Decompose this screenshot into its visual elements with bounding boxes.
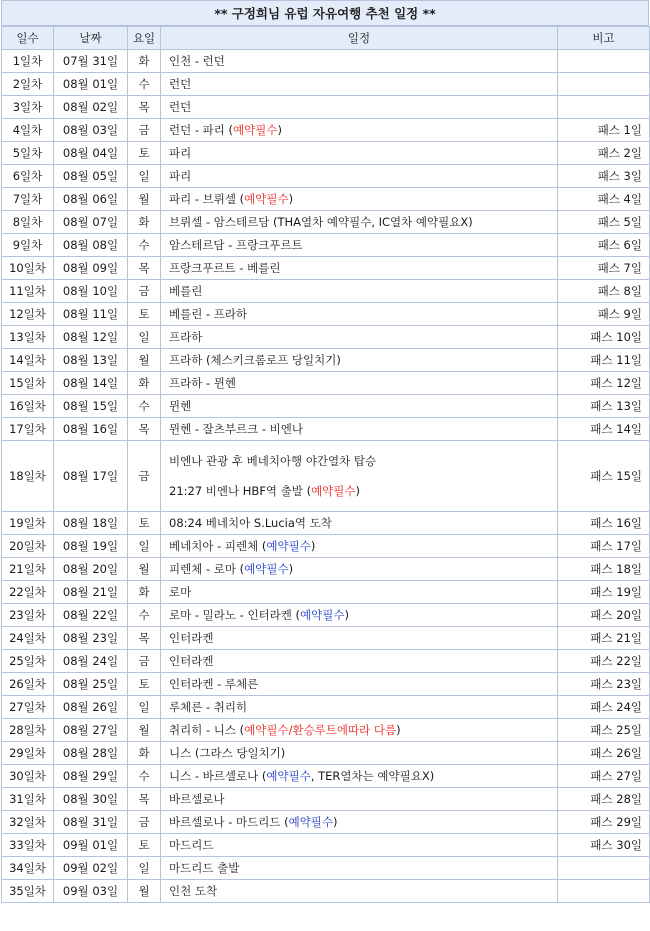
weekday-cell: 일	[128, 696, 161, 719]
header-row	[2, 27, 650, 50]
schedule-text: 프랑크푸르트 - 베를린	[169, 261, 281, 275]
schedule-cell	[161, 418, 558, 441]
weekday-cell: 수	[128, 604, 161, 627]
schedule-cell	[161, 96, 558, 119]
col-header-note: 비고	[558, 27, 650, 50]
itinerary-rows	[2, 50, 650, 903]
date-cell: 08월 13일	[54, 349, 128, 372]
weekday-cell: 목	[128, 788, 161, 811]
schedule-text: 인천 도착	[169, 884, 218, 898]
weekday-cell: 금	[128, 119, 161, 142]
date-cell: 09월 03일	[54, 880, 128, 903]
weekday-cell: 월	[128, 880, 161, 903]
note-cell: 패스 5일	[558, 211, 650, 234]
itinerary-table	[1, 26, 650, 903]
weekday-cell: 일	[128, 857, 161, 880]
table-row	[2, 788, 650, 811]
schedule-text: 파리 - 브뤼셀 (	[169, 192, 245, 206]
schedule-text: 암스테르담 - 프랑크푸르트	[169, 238, 303, 252]
schedule-text: 런던	[169, 77, 192, 91]
schedule-text: 베를린 - 프라하	[169, 307, 248, 321]
schedule-cell	[161, 673, 558, 696]
date-cell: 08월 26일	[54, 696, 128, 719]
table-row	[2, 349, 650, 372]
col-header-weekday: 요일	[128, 27, 161, 50]
weekday-cell: 목	[128, 627, 161, 650]
table-row	[2, 627, 650, 650]
note-cell: 패스 18일	[558, 558, 650, 581]
schedule-text: 프라하 - 뮌헨	[169, 376, 237, 390]
weekday-cell: 금	[128, 650, 161, 673]
day-cell: 4일차	[2, 119, 54, 142]
date-cell: 08월 19일	[54, 535, 128, 558]
schedule-cell	[161, 788, 558, 811]
table-row	[2, 142, 650, 165]
date-cell: 08월 03일	[54, 119, 128, 142]
schedule-text: 21:27 비엔나 HBF역 출발 (	[169, 484, 312, 498]
note-cell: 패스 13일	[558, 395, 650, 418]
table-row	[2, 673, 650, 696]
schedule-cell	[161, 165, 558, 188]
schedule-text: 마드리드 출발	[169, 861, 240, 875]
table-row	[2, 834, 650, 857]
schedule-cell	[161, 349, 558, 372]
schedule-cell	[161, 234, 558, 257]
day-cell: 11일차	[2, 280, 54, 303]
weekday-cell: 월	[128, 188, 161, 211]
schedule-cell	[161, 696, 558, 719]
note-cell: 패스 24일	[558, 696, 650, 719]
schedule-text: 니스 - 바르셀로나 (	[169, 769, 267, 783]
day-cell: 20일차	[2, 535, 54, 558]
date-cell: 08월 18일	[54, 512, 128, 535]
table-row	[2, 581, 650, 604]
reservation-note: 예약필수	[244, 192, 289, 206]
weekday-cell: 월	[128, 349, 161, 372]
schedule-cell	[161, 765, 558, 788]
schedule-text: 루체른 - 취리히	[169, 700, 248, 714]
day-cell: 32일차	[2, 811, 54, 834]
date-cell: 08월 09일	[54, 257, 128, 280]
schedule-text: 인터라켄	[169, 631, 214, 645]
day-cell: 3일차	[2, 96, 54, 119]
weekday-cell: 화	[128, 50, 161, 73]
day-cell: 28일차	[2, 719, 54, 742]
date-cell: 08월 24일	[54, 650, 128, 673]
schedule-text: 뮌헨 - 잘츠부르크 - 비엔나	[169, 422, 304, 436]
reservation-note: 예약필수	[311, 484, 356, 498]
schedule-text: 08:24 베네치아 S.Lucia역 도착	[169, 516, 332, 530]
weekday-cell: 수	[128, 765, 161, 788]
date-cell: 08월 29일	[54, 765, 128, 788]
weekday-cell: 수	[128, 73, 161, 96]
day-cell: 26일차	[2, 673, 54, 696]
weekday-cell: 월	[128, 719, 161, 742]
date-cell: 08월 17일	[54, 441, 128, 512]
schedule-cell	[161, 512, 558, 535]
table-row	[2, 857, 650, 880]
weekday-cell: 토	[128, 673, 161, 696]
note-cell: 패스 21일	[558, 627, 650, 650]
schedule-text: 파리	[169, 169, 192, 183]
day-cell: 18일차	[2, 441, 54, 512]
reservation-note: 예약필수	[300, 608, 345, 622]
reservation-note: 예약필수	[233, 123, 278, 137]
weekday-cell: 수	[128, 234, 161, 257]
date-cell: 08월 07일	[54, 211, 128, 234]
reservation-note: 예약필수	[266, 539, 311, 553]
day-cell: 22일차	[2, 581, 54, 604]
note-cell	[558, 96, 650, 119]
schedule-text: 바르셀로나	[169, 792, 225, 806]
reservation-note: 예약필수	[288, 815, 334, 829]
reservation-note: 예약필수	[266, 769, 311, 783]
weekday-cell: 화	[128, 211, 161, 234]
date-cell: 08월 05일	[54, 165, 128, 188]
day-cell: 23일차	[2, 604, 54, 627]
table-row	[2, 880, 650, 903]
schedule-text-after: )	[288, 192, 294, 206]
date-cell: 08월 30일	[54, 788, 128, 811]
weekday-cell: 금	[128, 441, 161, 512]
note-cell: 패스 19일	[558, 581, 650, 604]
date-cell: 08월 20일	[54, 558, 128, 581]
note-cell: 패스 6일	[558, 234, 650, 257]
schedule-cell	[161, 326, 558, 349]
schedule-text: 취리히 - 니스 (	[169, 723, 245, 737]
day-cell: 14일차	[2, 349, 54, 372]
table-row	[2, 418, 650, 441]
table-row	[2, 372, 650, 395]
schedule-cell	[161, 650, 558, 673]
day-cell: 21일차	[2, 558, 54, 581]
date-cell: 08월 04일	[54, 142, 128, 165]
day-cell: 31일차	[2, 788, 54, 811]
note-cell: 패스 16일	[558, 512, 650, 535]
note-cell: 패스 25일	[558, 719, 650, 742]
weekday-cell: 목	[128, 418, 161, 441]
schedule-text-after: )	[355, 484, 360, 498]
schedule-cell	[161, 441, 558, 512]
weekday-cell: 일	[128, 326, 161, 349]
date-cell: 08월 25일	[54, 673, 128, 696]
schedule-text: 니스 (그라스 당일치기)	[169, 746, 286, 760]
schedule-cell	[161, 742, 558, 765]
weekday-cell: 토	[128, 834, 161, 857]
date-cell: 08월 27일	[54, 719, 128, 742]
day-cell: 17일차	[2, 418, 54, 441]
table-row	[2, 604, 650, 627]
day-cell: 30일차	[2, 765, 54, 788]
schedule-cell	[161, 811, 558, 834]
table-row	[2, 73, 650, 96]
table-row	[2, 441, 650, 512]
schedule-text-after: )	[333, 815, 338, 829]
day-cell: 29일차	[2, 742, 54, 765]
note-cell: 패스 15일	[558, 441, 650, 512]
note-cell: 패스 8일	[558, 280, 650, 303]
table-row	[2, 811, 650, 834]
weekday-cell: 토	[128, 303, 161, 326]
day-cell: 5일차	[2, 142, 54, 165]
table-row	[2, 280, 650, 303]
note-cell: 패스 14일	[558, 418, 650, 441]
schedule-text: 뮌헨	[169, 399, 192, 413]
table-row	[2, 257, 650, 280]
day-cell: 2일차	[2, 73, 54, 96]
schedule-text: 베네치아 - 피렌체 (	[169, 539, 267, 553]
date-cell: 08월 22일	[54, 604, 128, 627]
schedule-cell	[161, 535, 558, 558]
date-cell: 08월 23일	[54, 627, 128, 650]
weekday-cell: 목	[128, 96, 161, 119]
table-row	[2, 211, 650, 234]
page-title: ** 구정희님 유럽 자유여행 추천 일정 **	[1, 0, 649, 26]
day-cell: 27일차	[2, 696, 54, 719]
weekday-cell: 화	[128, 372, 161, 395]
date-cell: 08월 06일	[54, 188, 128, 211]
schedule-text: 베를린	[169, 284, 203, 298]
table-row	[2, 188, 650, 211]
weekday-cell: 일	[128, 535, 161, 558]
date-cell: 08월 16일	[54, 418, 128, 441]
note-cell: 패스 27일	[558, 765, 650, 788]
table-row	[2, 535, 650, 558]
schedule-text: 바르셀로나 - 마드리드 (	[169, 815, 289, 829]
schedule-text: 파리	[169, 146, 192, 160]
date-cell: 08월 11일	[54, 303, 128, 326]
date-cell: 08월 28일	[54, 742, 128, 765]
table-row	[2, 326, 650, 349]
date-cell: 08월 15일	[54, 395, 128, 418]
note-cell: 패스 12일	[558, 372, 650, 395]
table-row	[2, 512, 650, 535]
date-cell: 08월 12일	[54, 326, 128, 349]
schedule-cell	[161, 627, 558, 650]
schedule-cell	[161, 142, 558, 165]
weekday-cell: 화	[128, 581, 161, 604]
note-cell: 패스 2일	[558, 142, 650, 165]
schedule-cell	[161, 558, 558, 581]
note-cell: 패스 9일	[558, 303, 650, 326]
note-cell: 패스 30일	[558, 834, 650, 857]
table-row	[2, 742, 650, 765]
schedule-cell	[161, 257, 558, 280]
schedule-cell	[161, 880, 558, 903]
day-cell: 34일차	[2, 857, 54, 880]
schedule-cell	[161, 211, 558, 234]
schedule-text: 프라하	[169, 330, 203, 344]
schedule-text-after: , TER열차는 예약필요X)	[310, 769, 435, 783]
note-cell: 패스 20일	[558, 604, 650, 627]
weekday-cell: 토	[128, 512, 161, 535]
schedule-cell	[161, 395, 558, 418]
schedule-text: 인천 - 런던	[169, 54, 225, 68]
day-cell: 33일차	[2, 834, 54, 857]
date-cell: 08월 08일	[54, 234, 128, 257]
note-cell: 패스 29일	[558, 811, 650, 834]
day-cell: 10일차	[2, 257, 54, 280]
weekday-cell: 화	[128, 742, 161, 765]
schedule-cell	[161, 303, 558, 326]
note-cell: 패스 22일	[558, 650, 650, 673]
schedule-text: 로마	[169, 585, 192, 599]
day-cell: 13일차	[2, 326, 54, 349]
note-cell: 패스 26일	[558, 742, 650, 765]
date-cell: 08월 10일	[54, 280, 128, 303]
weekday-cell: 월	[128, 558, 161, 581]
schedule-line-2	[169, 483, 557, 499]
day-cell: 24일차	[2, 627, 54, 650]
day-cell: 7일차	[2, 188, 54, 211]
schedule-cell	[161, 280, 558, 303]
table-row	[2, 303, 650, 326]
table-row	[2, 119, 650, 142]
schedule-cell	[161, 73, 558, 96]
schedule-cell	[161, 857, 558, 880]
table-row	[2, 558, 650, 581]
day-cell: 15일차	[2, 372, 54, 395]
day-cell: 8일차	[2, 211, 54, 234]
note-cell: 패스 17일	[558, 535, 650, 558]
schedule-text: 런던 - 파리 (	[169, 123, 234, 137]
schedule-text-after: )	[310, 539, 316, 553]
note-cell: 패스 23일	[558, 673, 650, 696]
date-cell: 08월 31일	[54, 811, 128, 834]
day-cell: 35일차	[2, 880, 54, 903]
note-cell: 패스 4일	[558, 188, 650, 211]
weekday-cell: 목	[128, 257, 161, 280]
schedule-text: 런던	[169, 100, 192, 114]
table-row	[2, 234, 650, 257]
schedule-text: 브뤼셀 - 암스테르담 (THA열차 예약필수, IC열차 예약필요X)	[169, 215, 473, 229]
schedule-text: 인터라켄 - 루체른	[169, 677, 259, 691]
date-cell: 09월 01일	[54, 834, 128, 857]
schedule-cell	[161, 834, 558, 857]
schedule-text: 로마 - 밀라노 - 인터라켄 (	[169, 608, 301, 622]
col-header-day: 일수	[2, 27, 54, 50]
schedule-cell	[161, 119, 558, 142]
weekday-cell: 일	[128, 165, 161, 188]
schedule-text-after: )	[344, 608, 349, 622]
note-cell: 패스 11일	[558, 349, 650, 372]
note-cell	[558, 880, 650, 903]
schedule-line-1: 비엔나 관광 후 베네치아행 야간열차 탑승	[169, 454, 377, 468]
weekday-cell: 금	[128, 280, 161, 303]
day-cell: 19일차	[2, 512, 54, 535]
day-cell: 6일차	[2, 165, 54, 188]
schedule-text: 프라하 (체스키크롬로프 당일치기)	[169, 353, 341, 367]
day-cell: 16일차	[2, 395, 54, 418]
day-cell: 25일차	[2, 650, 54, 673]
note-cell: 패스 10일	[558, 326, 650, 349]
table-row	[2, 719, 650, 742]
schedule-cell	[161, 581, 558, 604]
schedule-cell	[161, 372, 558, 395]
col-header-schedule: 일정	[161, 27, 558, 50]
date-cell: 07월 31일	[54, 50, 128, 73]
schedule-cell	[161, 604, 558, 627]
schedule-cell	[161, 188, 558, 211]
schedule-text: 마드리드	[169, 838, 214, 852]
table-row	[2, 165, 650, 188]
note-cell: 패스 1일	[558, 119, 650, 142]
schedule-cell	[161, 50, 558, 73]
day-cell: 1일차	[2, 50, 54, 73]
date-cell: 08월 14일	[54, 372, 128, 395]
schedule-text-after: )	[277, 123, 282, 137]
schedule-text: 피렌체 - 로마 (	[169, 562, 245, 576]
note-cell	[558, 857, 650, 880]
reservation-note: 예약필수/환승루트에따라 다름	[244, 723, 397, 737]
itinerary-sheet	[1, 0, 649, 903]
reservation-note: 예약필수	[244, 562, 289, 576]
table-row	[2, 650, 650, 673]
schedule-text-after: )	[288, 562, 294, 576]
schedule-text: 인터라켄	[169, 654, 214, 668]
schedule-text-after: )	[396, 723, 401, 737]
weekday-cell: 수	[128, 395, 161, 418]
table-row	[2, 96, 650, 119]
table-row	[2, 765, 650, 788]
note-cell: 패스 28일	[558, 788, 650, 811]
col-header-date: 날짜	[54, 27, 128, 50]
day-cell: 9일차	[2, 234, 54, 257]
table-row	[2, 696, 650, 719]
date-cell: 09월 02일	[54, 857, 128, 880]
weekday-cell: 금	[128, 811, 161, 834]
note-cell	[558, 73, 650, 96]
table-row	[2, 395, 650, 418]
note-cell: 패스 7일	[558, 257, 650, 280]
table-row	[2, 50, 650, 73]
note-cell: 패스 3일	[558, 165, 650, 188]
weekday-cell: 토	[128, 142, 161, 165]
note-cell	[558, 50, 650, 73]
date-cell: 08월 02일	[54, 96, 128, 119]
date-cell: 08월 21일	[54, 581, 128, 604]
date-cell: 08월 01일	[54, 73, 128, 96]
schedule-cell	[161, 719, 558, 742]
day-cell: 12일차	[2, 303, 54, 326]
